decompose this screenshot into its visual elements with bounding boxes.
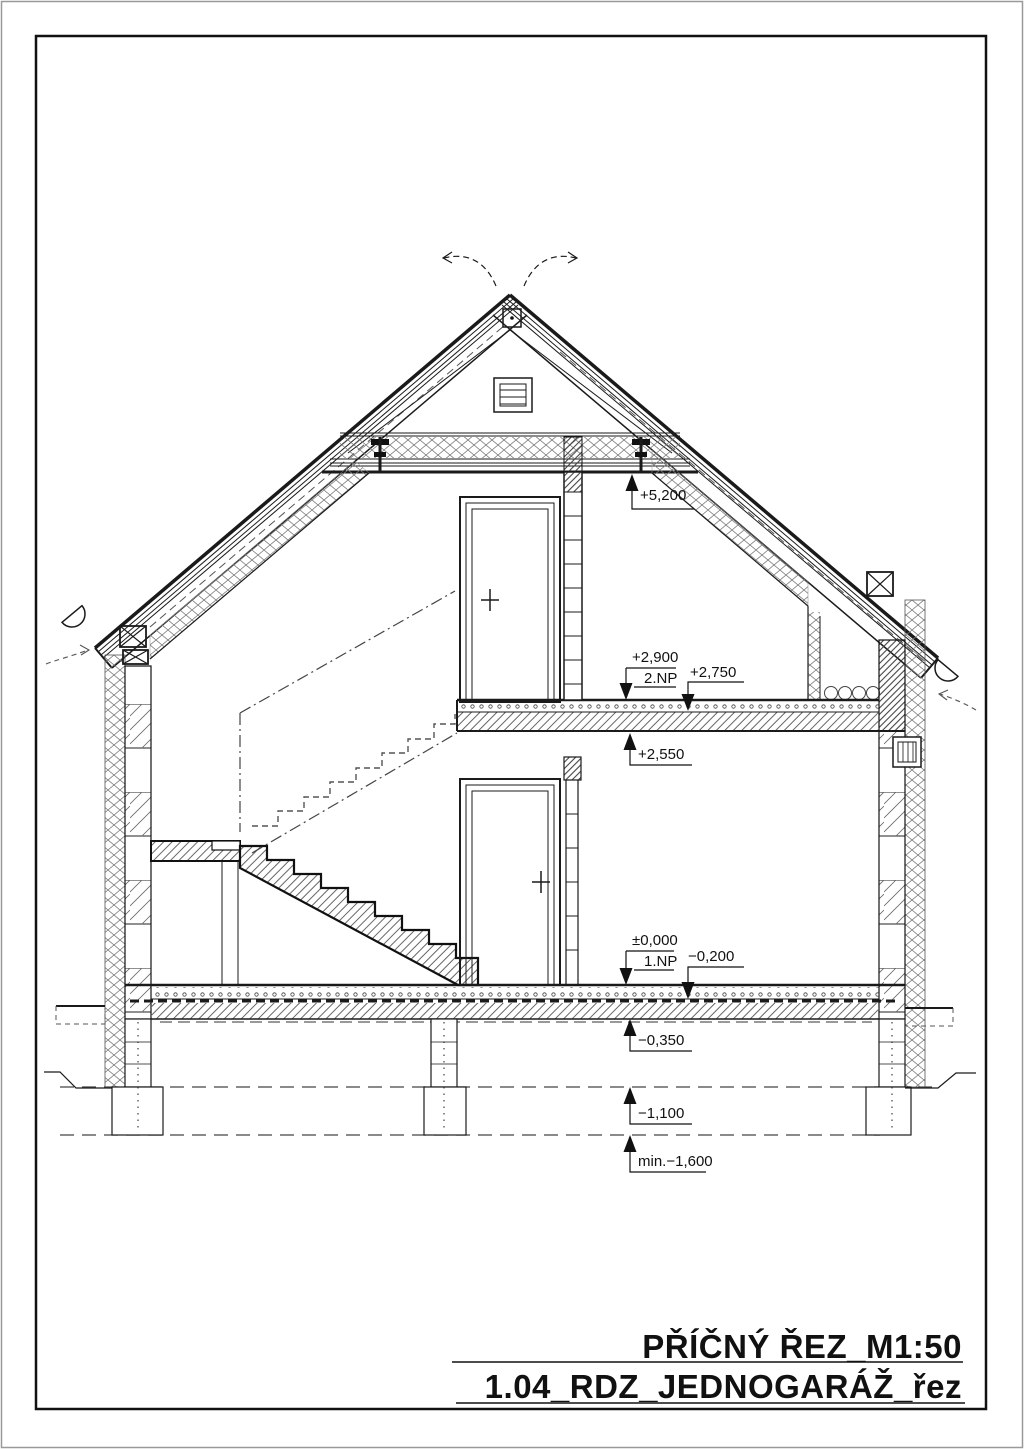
vent-arrow-right — [524, 256, 576, 286]
level-floor-name-1np: 1.NP — [644, 953, 678, 970]
level-floor-name-2np: 2.NP — [644, 670, 678, 687]
drawing-title: PŘÍČNÝ ŘEZ_M1:50 — [642, 1328, 962, 1365]
level-label-floor2-structure: +2,750 — [690, 664, 737, 681]
door-1np — [460, 779, 560, 985]
level-label-slab-bottom: −0,350 — [638, 1032, 685, 1049]
floor-slab-2np — [457, 700, 905, 731]
gable — [348, 252, 672, 453]
door-handle — [532, 871, 550, 893]
stairs — [151, 591, 478, 985]
level-markers — [620, 474, 745, 1172]
purlin-timber — [867, 572, 893, 596]
door-2np — [460, 497, 560, 702]
roller-shutter-box — [893, 737, 921, 767]
stair-flight-hidden — [240, 591, 457, 853]
level-label-footing-top: −1,100 — [638, 1105, 685, 1122]
purlin-timber — [120, 626, 146, 647]
wall-plate-timber — [123, 650, 148, 664]
foundation-right — [866, 1019, 911, 1135]
right-wall — [879, 600, 925, 1087]
level-label-floor2-finish: +2,900 — [632, 649, 679, 666]
stair-flight — [240, 846, 478, 985]
left-wall — [105, 626, 151, 1087]
roof-left — [95, 295, 527, 668]
level-label-floor1-structure: −0,200 — [688, 948, 735, 965]
foundations — [44, 1006, 976, 1135]
ground-lines — [60, 1022, 935, 1135]
floor-slab-1np — [125, 985, 905, 1019]
level-label-attic-ceiling: +5,200 — [640, 487, 687, 504]
chimney-upper — [564, 472, 582, 700]
level-label-floor1-finish: ±0,000 — [632, 932, 678, 949]
level-label-floor2-soffit: +2,550 — [638, 746, 685, 763]
door-handle — [481, 589, 499, 611]
gutter-symbol-left — [46, 606, 90, 664]
drawing-subtitle: 1.04_RDZ_JEDNOGARÁŽ_řez — [484, 1368, 962, 1405]
level-label-footing-bottom: min.−1,600 — [638, 1153, 713, 1170]
partition-lower — [564, 757, 581, 985]
vent-arrow-left — [444, 256, 496, 286]
attic-ceiling — [322, 433, 698, 472]
gutter-symbol-right — [930, 660, 976, 710]
foundation-middle — [424, 1019, 466, 1135]
